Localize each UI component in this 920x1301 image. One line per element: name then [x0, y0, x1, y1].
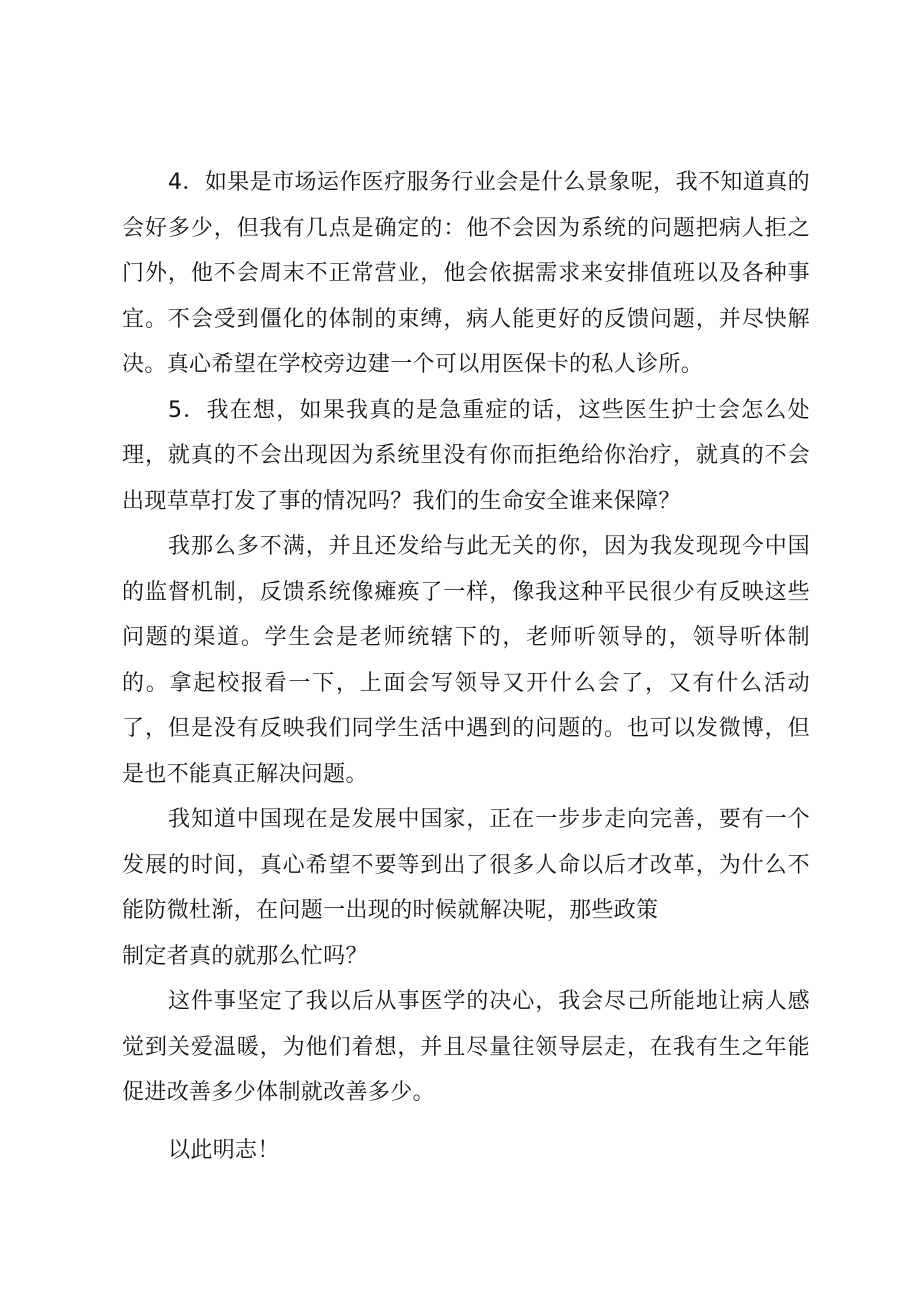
paragraph-development: 我知道中国现在是发展中国家，正在一步步走向完善，要有一个发展的时间，真心希望不要等到出了很多人命以后才改革，为什么不能防微杜渐，在问题一出现的时候就解决呢，那些政策: [122, 807, 810, 923]
document-body: [122, 160, 810, 1173]
paragraph-dissatisfaction: 我那么多不满，并且还发给与此无关的你，因为我发现现今中国的监督机制，反馈系统像瘫痪了一样，像我这种平民很少有反映这些问题的渠道。学生会是老师统辖下的，老师听领导的，领导听体制的。拿起校报看一下，上面会写领导又开什么会了，又有什么活动了，但是没有反映我们同学生活中遇到的问题的。也可以发微博，但是也不能真正解决问题。: [122, 534, 810, 787]
paragraph-5: 5．我在想，如果我真的是急重症的话，这些医生护士会怎么处理，就真的不会出现因为系统里没有你而拒绝给你治疗，就真的不会出现草草打发了事的情况吗？我们的生命安全谁来保障？: [122, 397, 810, 514]
closing-line: 以此明志！: [168, 1137, 280, 1163]
paragraph-resolution: 这件事坚定了我以后从事医学的决心，我会尽己所能地让病人感觉到关爱温暖，为他们着想，并且尽量往领导层走，在我有生之年能促进改善多少体制就改善多少。: [122, 989, 810, 1105]
paragraph-continuation: 制定者真的就那么忙吗？: [122, 943, 368, 969]
paragraph-4: 4．如果是市场运作医疗服务行业会是什么景象呢，我不知道真的会好多少，但我有几点是确定的：他不会因为系统的问题把病人拒之门外，他不会周末不正常营业，他会依据需求来安排值班以及各种事宜。不会受到僵化的体制的束缚，病人能更好的反馈问题，并尽快解决。真心希望在学校旁边建一个可以用医保卡的私人诊所。: [122, 170, 810, 377]
